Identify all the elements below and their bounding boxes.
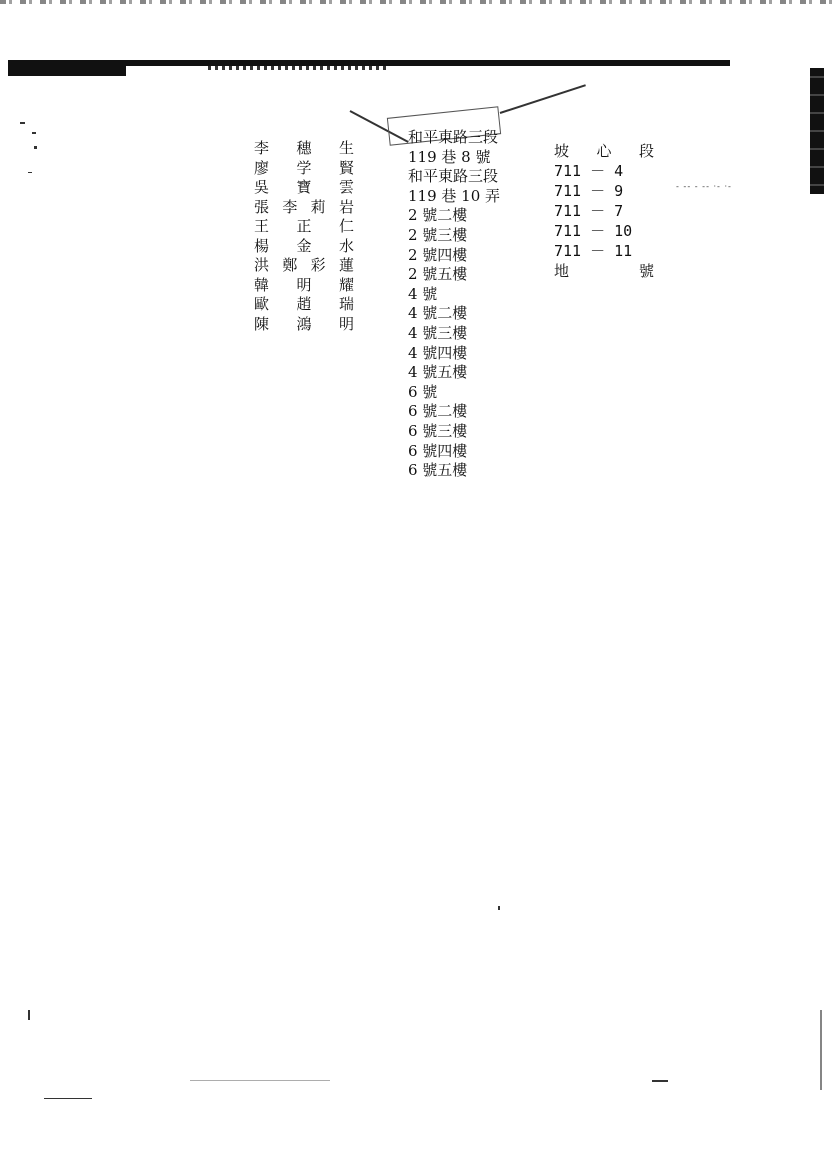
scan-speck	[44, 1098, 92, 1099]
land-plot-number: 711 － 10	[554, 222, 633, 240]
land-plot-column	[554, 141, 654, 281]
land-plot-number: 711 － 7	[554, 202, 624, 220]
owner-name	[254, 139, 354, 159]
scan-speck	[498, 906, 500, 910]
name-char: 蓮	[338, 256, 354, 274]
address-line: 2 號二樓	[408, 206, 468, 225]
scan-speck	[28, 1010, 30, 1020]
land-number-footer	[554, 261, 654, 281]
scan-top-bar	[8, 60, 730, 78]
owner-name	[254, 159, 354, 179]
name-char: 洪	[254, 256, 270, 274]
scan-speck	[34, 146, 37, 149]
name-char: 張	[254, 197, 270, 216]
name-char: 鄭	[282, 256, 298, 274]
owner-name	[254, 315, 354, 335]
owner-name	[254, 237, 354, 257]
address-line: 4 號四樓	[408, 343, 468, 362]
header-char: 心	[596, 142, 612, 160]
header-char: 坡	[554, 142, 570, 160]
address-line: 和平東路三段	[408, 128, 499, 146]
name-char: 仁	[338, 217, 354, 235]
footer-char: 地	[554, 262, 570, 280]
address-line: 2 號五樓	[408, 265, 468, 284]
owner-names-column	[254, 139, 354, 334]
owner-name	[254, 198, 354, 218]
name-char: 莉	[310, 197, 326, 216]
address-line: 6 號	[408, 382, 438, 401]
name-char: 生	[338, 139, 354, 157]
owner-name	[254, 256, 354, 276]
owner-name	[254, 276, 354, 296]
land-plot-number: 711 － 11	[554, 242, 633, 260]
address-line: 4 號三樓	[408, 323, 468, 342]
address-line: 119 巷 8 號	[408, 147, 491, 166]
address-line: 6 號四樓	[408, 441, 468, 460]
name-char: 趙	[296, 295, 312, 313]
address-line: 4 號五樓	[408, 363, 468, 382]
scan-speck	[190, 1080, 330, 1081]
name-char: 穗	[296, 139, 312, 157]
name-char: 彩	[310, 256, 326, 274]
name-char: 廖	[254, 158, 270, 177]
name-char: 王	[254, 217, 270, 235]
address-line: 6 號五樓	[408, 461, 468, 480]
name-char: 耀	[338, 275, 354, 294]
name-char: 吳	[254, 178, 270, 196]
address-line: 119 巷 10 弄	[408, 186, 501, 205]
scan-speck	[28, 172, 32, 173]
address-column	[408, 128, 518, 481]
name-char: 瑞	[338, 295, 354, 313]
address-line: 6 號二樓	[408, 402, 468, 421]
header-char: 段	[638, 142, 654, 160]
name-char: 陳	[254, 314, 270, 333]
scan-speck	[20, 122, 25, 124]
address-line: 4 號	[408, 284, 438, 303]
name-char: 李	[282, 197, 298, 216]
faint-margin-mark: - -- - -- ·- ·-	[676, 182, 732, 191]
address-line: 2 號三樓	[408, 225, 468, 244]
name-char: 韓	[254, 275, 270, 294]
scan-bar-noise	[208, 66, 388, 70]
address-line: 和平東路三段	[408, 167, 499, 186]
name-char: 寶	[296, 178, 312, 196]
address-line: 6 號三樓	[408, 421, 468, 440]
scan-speck	[32, 132, 36, 134]
name-char: 歐	[254, 295, 270, 313]
owner-name	[254, 295, 354, 315]
name-char: 学	[296, 158, 312, 177]
land-section-header	[554, 141, 654, 161]
land-plot-number: 711 － 9	[554, 182, 624, 200]
scan-bar-thick	[8, 60, 126, 76]
name-char: 岩	[338, 197, 354, 216]
land-plot-number: 711 － 4	[554, 162, 624, 180]
name-char: 楊	[254, 236, 270, 255]
name-char: 鴻	[296, 314, 312, 333]
scan-speck	[652, 1080, 668, 1082]
address-line: 4 號二樓	[408, 304, 468, 323]
owner-name	[254, 178, 354, 198]
name-char: 水	[338, 236, 354, 255]
owner-name	[254, 217, 354, 237]
address-line: 2 號四樓	[408, 245, 468, 264]
scan-right-edge	[810, 68, 824, 194]
footer-char: 號	[638, 262, 654, 280]
name-char: 明	[296, 275, 312, 294]
name-char: 李	[254, 139, 270, 157]
scan-speck	[820, 1010, 822, 1090]
name-char: 賢	[338, 158, 354, 177]
scan-edge-top	[0, 0, 832, 4]
name-char: 正	[296, 217, 312, 235]
name-char: 金	[296, 236, 312, 255]
name-char: 明	[338, 314, 354, 333]
name-char: 雲	[338, 178, 354, 196]
